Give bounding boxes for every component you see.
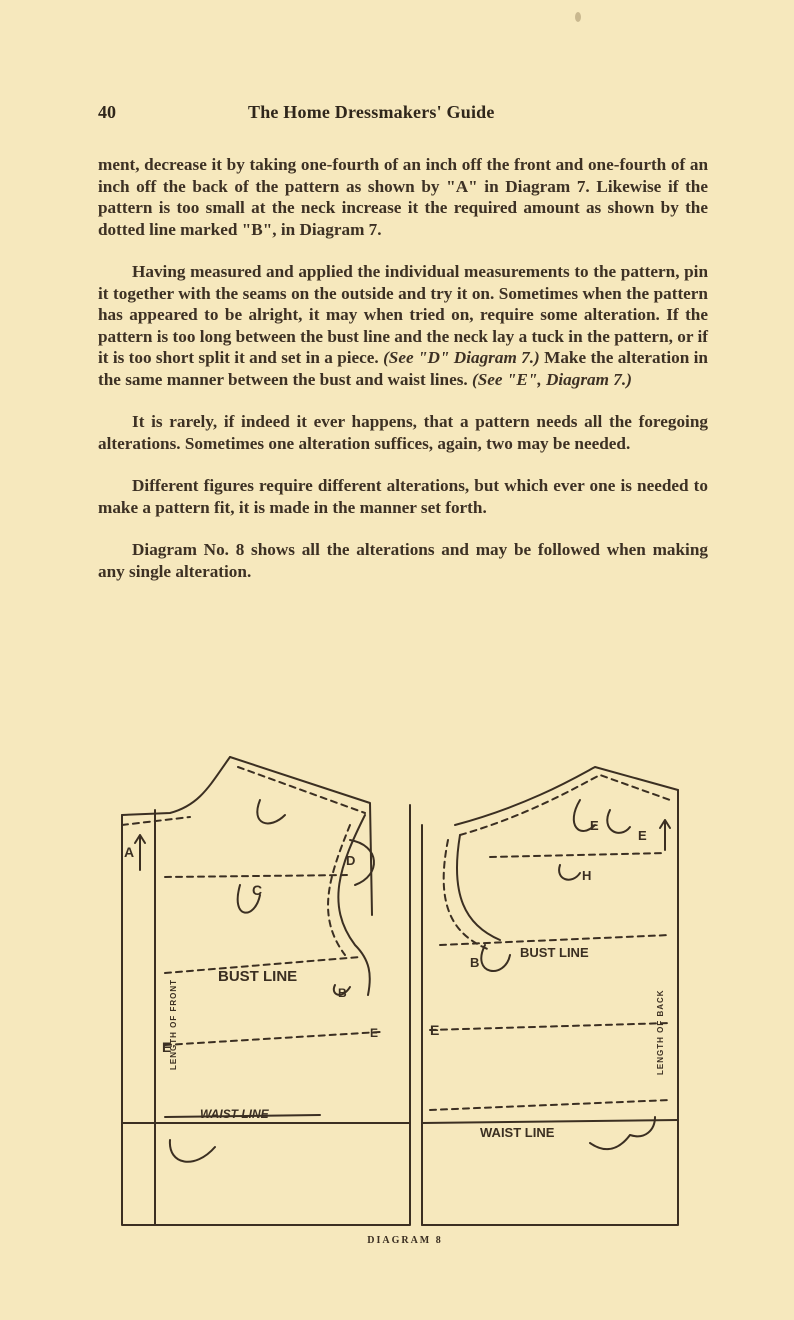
back-waist-line [422,1120,678,1123]
back-armhole [457,835,500,940]
label-front-e-left: E [162,1039,172,1055]
label-back-e-top2: E [638,828,647,843]
front-armhole [338,815,369,995]
label-d: D [346,853,356,868]
label-back-e-top1: E [590,818,599,833]
arrow-a-icon [135,835,145,870]
front-upper-dotted [165,875,350,877]
label-back-bust-line: BUST LINE [520,945,589,960]
running-header [98,102,708,128]
front-lower-dotted [165,1032,380,1045]
label-back-waist-line: WAIST LINE [480,1125,555,1140]
paragraph-2-ref-e: (See "E", Diagram 7.) [472,369,632,389]
back-armhole-dotted [444,840,490,950]
paragraph-5: Diagram No. 8 shows all the alterations and may be followed when making any single alteration. [98,540,708,581]
label-front-bust-line: BUST LINE [218,968,298,985]
back-lower-dotted [430,1023,670,1030]
label-front-b: B [338,986,347,1000]
front-frame-line [122,805,410,1225]
back-neck-shoulder [455,767,678,825]
paper-speck [575,12,581,22]
diagram-caption: DIAGRAM 8 [367,1235,443,1246]
paragraph-2-text-a: Having measured and applied the individual measurements to the pattern, pin it together with the seams on the outside and try it on. Sometimes when the pattern has appeared to be alright, it may when tried on, require some alteration. If the pattern is too long between the bust line and the neck lay a tuck in the pattern, or if it is too short split it and set in a piece. [98,262,708,367]
paragraph-4: Different figures require different alterations, but which ever one is needed to make a pattern fit, it is made in the manner set forth. [98,476,708,517]
paragraph-2-ref-d: (See "D" Diagram 7.) [383,348,540,367]
hook-mark-waist [170,1140,215,1162]
back-bust-line [440,935,670,945]
arrow-back-top-icon [660,820,670,850]
hook-mark-top [257,800,285,823]
label-length-of-front: LENGTH OF FRONT [169,979,178,1070]
label-back-h: H [582,868,592,883]
label-front-e-right: E [370,1026,379,1040]
hook-mark-back-h [559,865,580,880]
label-length-of-back: LENGTH OF BACK [656,989,665,1075]
page-number: 40 [98,102,116,122]
paragraph-3: It is rarely, if indeed it ever happens, that a pattern needs all the foregoing alterations. Sometimes one alteration suffices, again, two may be needed. [98,412,708,453]
diagram-labels [124,818,665,1140]
label-back-e-left: E [430,1022,440,1038]
diagram-8-illustration [110,745,700,1235]
back-waist-dotted [430,1100,670,1110]
back-upper-dotted [490,853,665,857]
paragraph-2 [98,261,708,390]
label-c: C [252,882,263,898]
front-neck-curve [122,757,230,815]
label-front-waist-line: WAIST LINE [200,1107,269,1121]
paragraph-1: ment, decrease it by taking one-fourth of an inch off the front and one-fourth of an inch off the back of the pattern as shown by "A" in Diagram 7. Likewise if the pattern is too small at the neck increase it the required amount as shown by the dotted line marked "B", in Diagram 7. [98,155,708,239]
front-pattern-piece [122,757,410,1225]
hook-mark-back-e2 [607,810,630,833]
running-title: The Home Dressmakers' Guide [248,102,495,122]
label-a: A [124,844,135,860]
body-text [98,154,708,603]
paragraph-2-text-c: Make the alteration in the same manner between the bust and waist lines. [98,348,708,389]
label-back-b: B [470,955,480,970]
